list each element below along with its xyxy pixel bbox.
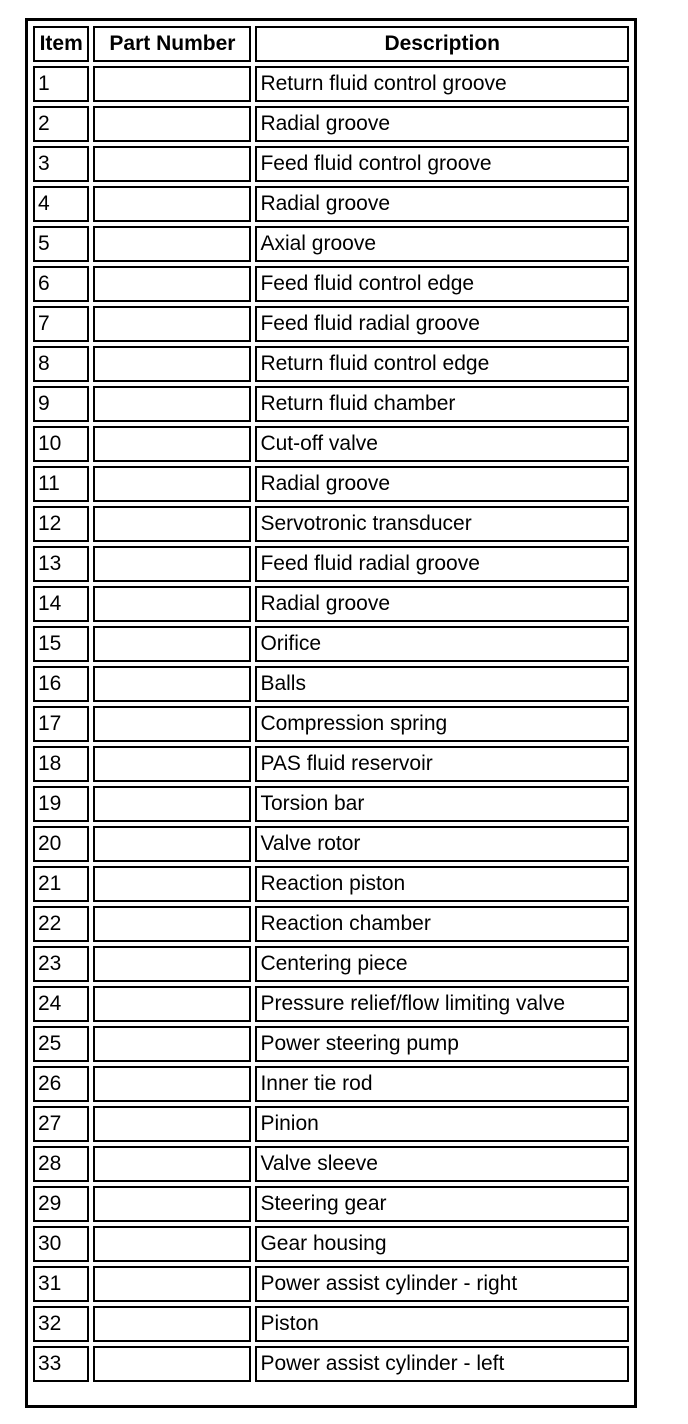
part-number-cell	[93, 866, 251, 902]
description-cell: Radial groove	[255, 586, 629, 622]
table-row	[33, 546, 629, 582]
item-cell: 31	[33, 1266, 89, 1302]
table-row	[33, 1266, 629, 1302]
item-cell: 22	[33, 906, 89, 942]
table-row	[33, 386, 629, 422]
description-cell: Valve sleeve	[255, 1146, 629, 1182]
part-number-cell	[93, 586, 251, 622]
part-number-cell	[93, 1306, 251, 1342]
description-cell: Steering gear	[255, 1186, 629, 1222]
description-cell: Cut-off valve	[255, 426, 629, 462]
table-row	[33, 826, 629, 862]
part-number-cell	[93, 266, 251, 302]
part-number-cell	[93, 666, 251, 702]
description-cell: Valve rotor	[255, 826, 629, 862]
item-cell: 17	[33, 706, 89, 742]
table-row	[33, 226, 629, 262]
table-row	[33, 1306, 629, 1342]
part-number-cell	[93, 786, 251, 822]
part-number-cell	[93, 106, 251, 142]
description-cell: Inner tie rod	[255, 1066, 629, 1102]
item-cell: 21	[33, 866, 89, 902]
item-cell: 29	[33, 1186, 89, 1222]
description-cell: Gear housing	[255, 1226, 629, 1262]
table-row	[33, 186, 629, 222]
part-number-cell	[93, 346, 251, 382]
table-row	[33, 666, 629, 702]
part-number-cell	[93, 546, 251, 582]
description-cell: Servotronic transducer	[255, 506, 629, 542]
description-cell: Pinion	[255, 1106, 629, 1142]
part-number-cell	[93, 426, 251, 462]
description-cell: Orifice	[255, 626, 629, 662]
part-number-cell	[93, 1346, 251, 1382]
description-cell: Feed fluid control groove	[255, 146, 629, 182]
part-number-cell	[93, 826, 251, 862]
item-cell: 8	[33, 346, 89, 382]
table-row	[33, 346, 629, 382]
table-row	[33, 946, 629, 982]
part-number-cell	[93, 1026, 251, 1062]
table-row	[33, 306, 629, 342]
part-number-cell	[93, 146, 251, 182]
item-cell: 32	[33, 1306, 89, 1342]
description-cell: Axial groove	[255, 226, 629, 262]
part-number-cell	[93, 746, 251, 782]
item-cell: 15	[33, 626, 89, 662]
item-cell: 13	[33, 546, 89, 582]
description-cell: Reaction chamber	[255, 906, 629, 942]
part-number-cell	[93, 986, 251, 1022]
description-cell: Feed fluid radial groove	[255, 546, 629, 582]
table-row	[33, 426, 629, 462]
table-row	[33, 746, 629, 782]
part-number-cell	[93, 1186, 251, 1222]
item-cell: 9	[33, 386, 89, 422]
item-cell: 5	[33, 226, 89, 262]
part-number-cell	[93, 226, 251, 262]
item-cell: 30	[33, 1226, 89, 1262]
table-row	[33, 626, 629, 662]
item-cell: 7	[33, 306, 89, 342]
description-cell: Radial groove	[255, 106, 629, 142]
part-number-cell	[93, 1226, 251, 1262]
item-cell: 10	[33, 426, 89, 462]
description-cell: Reaction piston	[255, 866, 629, 902]
header-row	[33, 26, 629, 62]
part-number-cell	[93, 1266, 251, 1302]
table-row	[33, 66, 629, 102]
table-row	[33, 106, 629, 142]
table-row	[33, 1146, 629, 1182]
table-row	[33, 1026, 629, 1062]
table-row	[33, 786, 629, 822]
item-cell: 20	[33, 826, 89, 862]
description-cell: Piston	[255, 1306, 629, 1342]
part-number-cell	[93, 1146, 251, 1182]
description-cell: Return fluid control groove	[255, 66, 629, 102]
header-description: Description	[255, 26, 629, 62]
part-number-cell	[93, 1066, 251, 1102]
item-cell: 19	[33, 786, 89, 822]
table-row	[33, 466, 629, 502]
description-cell: Feed fluid control edge	[255, 266, 629, 302]
item-cell: 18	[33, 746, 89, 782]
item-cell: 4	[33, 186, 89, 222]
description-cell: Pressure relief/flow limiting valve	[255, 986, 629, 1022]
item-cell: 12	[33, 506, 89, 542]
table-row	[33, 1066, 629, 1102]
part-number-cell	[93, 1106, 251, 1142]
description-cell: Radial groove	[255, 466, 629, 502]
part-number-cell	[93, 506, 251, 542]
item-cell: 3	[33, 146, 89, 182]
table-row	[33, 1226, 629, 1262]
table-row	[33, 1106, 629, 1142]
description-cell: Power assist cylinder - left	[255, 1346, 629, 1382]
part-number-cell	[93, 386, 251, 422]
part-number-cell	[93, 306, 251, 342]
item-cell: 28	[33, 1146, 89, 1182]
item-cell: 14	[33, 586, 89, 622]
table-row	[33, 146, 629, 182]
table-row	[33, 266, 629, 302]
part-number-cell	[93, 186, 251, 222]
parts-table	[29, 22, 633, 1386]
item-cell: 23	[33, 946, 89, 982]
header-item: Item	[33, 26, 89, 62]
description-cell: Balls	[255, 666, 629, 702]
description-cell: Compression spring	[255, 706, 629, 742]
part-number-cell	[93, 626, 251, 662]
item-cell: 27	[33, 1106, 89, 1142]
description-cell: Power assist cylinder - right	[255, 1266, 629, 1302]
description-cell: Return fluid control edge	[255, 346, 629, 382]
table-row	[33, 586, 629, 622]
description-cell: Torsion bar	[255, 786, 629, 822]
description-cell: Feed fluid radial groove	[255, 306, 629, 342]
part-number-cell	[93, 946, 251, 982]
part-number-cell	[93, 706, 251, 742]
table-row	[33, 906, 629, 942]
table-row	[33, 1346, 629, 1382]
header-part-number: Part Number	[93, 26, 251, 62]
part-number-cell	[93, 66, 251, 102]
part-number-cell	[93, 906, 251, 942]
description-cell: Return fluid chamber	[255, 386, 629, 422]
table-row	[33, 866, 629, 902]
table-row	[33, 1186, 629, 1222]
table-body	[33, 66, 629, 1382]
item-cell: 2	[33, 106, 89, 142]
table-row	[33, 506, 629, 542]
item-cell: 24	[33, 986, 89, 1022]
item-cell: 25	[33, 1026, 89, 1062]
item-cell: 11	[33, 466, 89, 502]
description-cell: Centering piece	[255, 946, 629, 982]
item-cell: 16	[33, 666, 89, 702]
item-cell: 1	[33, 66, 89, 102]
item-cell: 6	[33, 266, 89, 302]
item-cell: 26	[33, 1066, 89, 1102]
description-cell: PAS fluid reservoir	[255, 746, 629, 782]
description-cell: Radial groove	[255, 186, 629, 222]
part-number-cell	[93, 466, 251, 502]
description-cell: Power steering pump	[255, 1026, 629, 1062]
table-row	[33, 706, 629, 742]
table-row	[33, 986, 629, 1022]
item-cell: 33	[33, 1346, 89, 1382]
